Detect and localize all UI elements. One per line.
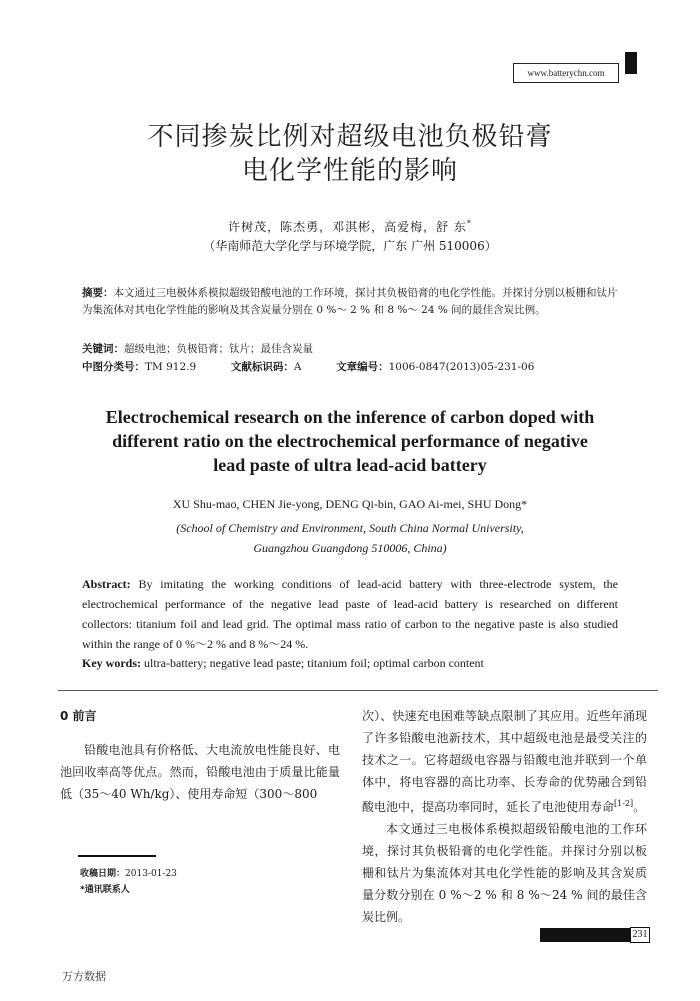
en-keywords-label: Key words: xyxy=(82,656,141,670)
en-title-line1: Electrochemical research on the inference of carbon doped with xyxy=(105,407,595,427)
en-keywords-text: ultra-battery; negative lead paste; titanium foil; optimal carbon content xyxy=(144,656,484,670)
section-divider xyxy=(58,690,658,691)
clc-value: TM 912.9 xyxy=(145,361,197,373)
en-keywords xyxy=(82,656,618,671)
cn-keywords-label: 关键词： xyxy=(82,343,124,355)
article-number-value: 1006-0847(2013)05-231-06 xyxy=(388,361,535,373)
en-title-line2: different ratio on the electrochemical performance of negative xyxy=(112,431,588,451)
intro-right-1-text: 次）、快速充电困难等缺点限制了其应用。近些年涌现了许多铅酸电池新技术，其中超级电池是最受关注的技术之一。它将超级电容器与铅酸电池并联到一个单体中，将电容器的高比功率、长寿命的优势融合到铅酸电池中，提高功率同时，延长了电池使用寿命 xyxy=(362,709,647,814)
page-number: 231 xyxy=(630,927,650,943)
cn-authors xyxy=(0,218,700,235)
footer-brand: 万方数据 xyxy=(62,970,106,983)
section-title-intro: 0 前言 xyxy=(60,709,97,723)
cn-author-mark: * xyxy=(466,219,472,228)
received-label: 收稿日期： xyxy=(80,869,126,879)
intro-paragraph-left: 铅酸电池具有价格低、大电流放电性能良好、电池回收率高等优点。然而，铅酸电池由于质量比能量低（35～40 Wh/kg）、使用寿命短（300～800 xyxy=(60,743,340,801)
en-title xyxy=(60,405,640,477)
header-decoration xyxy=(625,52,637,74)
intro-right-1-end: 。 xyxy=(633,800,646,814)
en-authors: XU Shu-mao, CHEN Jie-yong, DENG Qi-bin, GAO Ai-mei, SHU Dong* xyxy=(172,497,528,511)
en-abstract xyxy=(82,574,618,654)
cn-abstract xyxy=(82,285,622,319)
received-date-line xyxy=(80,866,177,882)
footnote xyxy=(80,866,177,898)
cn-keywords xyxy=(82,341,622,358)
intro-paragraph-right-1 xyxy=(362,705,647,818)
journal-url[interactable]: www.batterychn.com xyxy=(513,63,619,83)
contact-author: *通讯联系人 xyxy=(80,885,130,895)
cn-abstract-text: 本文通过三电极体系模拟超级铅酸电池的工作环境，探讨其负极铅膏的电化学性能。并探讨分别以板栅和钛片为集流体对其电化学性能的影响及其含炭量分别在 0 %～ 2 % 和 8 %～ 24 % 间的最佳含炭比例。 xyxy=(82,287,618,316)
body-right-column xyxy=(362,705,647,928)
intro-paragraph-right-2: 本文通过三电极体系模拟超级铅酸电池的工作环境，探讨其负极铅膏的电化学性能。并探讨分别以板栅和钛片为集流体对其电化学性能的影响及其含炭质量分数分别在 0 %～2 % 和 8 %～24 % 间的最佳含炭比例。 xyxy=(362,822,647,924)
footnote-rule xyxy=(78,855,156,857)
clc-label: 中图分类号： xyxy=(82,361,145,373)
en-affil-line2: Guangzhou Guangdong 510006, China) xyxy=(253,541,447,555)
received-date: 2013-01-23 xyxy=(125,869,177,879)
cn-title-line2: 电化学性能的影响 xyxy=(241,156,458,186)
cn-classification-line xyxy=(82,359,622,376)
cn-author-names: 许树茂，陈杰勇，邓淇彬，高爱梅，舒 东 xyxy=(228,220,467,234)
cn-affiliation: （华南师范大学化学与环境学院，广东 广州 510006） xyxy=(203,239,497,253)
cn-keywords-text: 超级电池；负极铅膏；钛片；最佳含炭量 xyxy=(124,343,313,355)
en-abstract-text: By imitating the working conditions of lead-acid battery with three-electrode system, the electrochemical performance of the negative lead paste of lead-acid battery is researched on different collectors: titanium foil and lead grid. The optimal mass ratio of carbon to the negative paste is also studied within the range of 0 %～2 % and 8 %～24 %. xyxy=(82,577,619,651)
en-affiliation xyxy=(0,518,700,558)
en-affil-line1: (School of Chemistry and Environment, South China Normal University, xyxy=(176,521,524,535)
doc-code-value: A xyxy=(293,361,302,373)
body-left-column xyxy=(60,705,340,805)
cn-title-line1: 不同掺炭比例对超级电池负极铅膏 xyxy=(147,122,553,152)
article-number-label: 文章编号： xyxy=(336,361,389,373)
page-number-bar xyxy=(540,928,630,942)
en-abstract-label: Abstract: xyxy=(82,577,131,591)
en-title-line3: lead paste of ultra lead-acid battery xyxy=(213,455,487,475)
doc-code-label: 文献标识码： xyxy=(230,361,294,373)
citation-ref[interactable]: [1-2] xyxy=(614,799,634,808)
cn-abstract-label: 摘要： xyxy=(82,287,114,299)
